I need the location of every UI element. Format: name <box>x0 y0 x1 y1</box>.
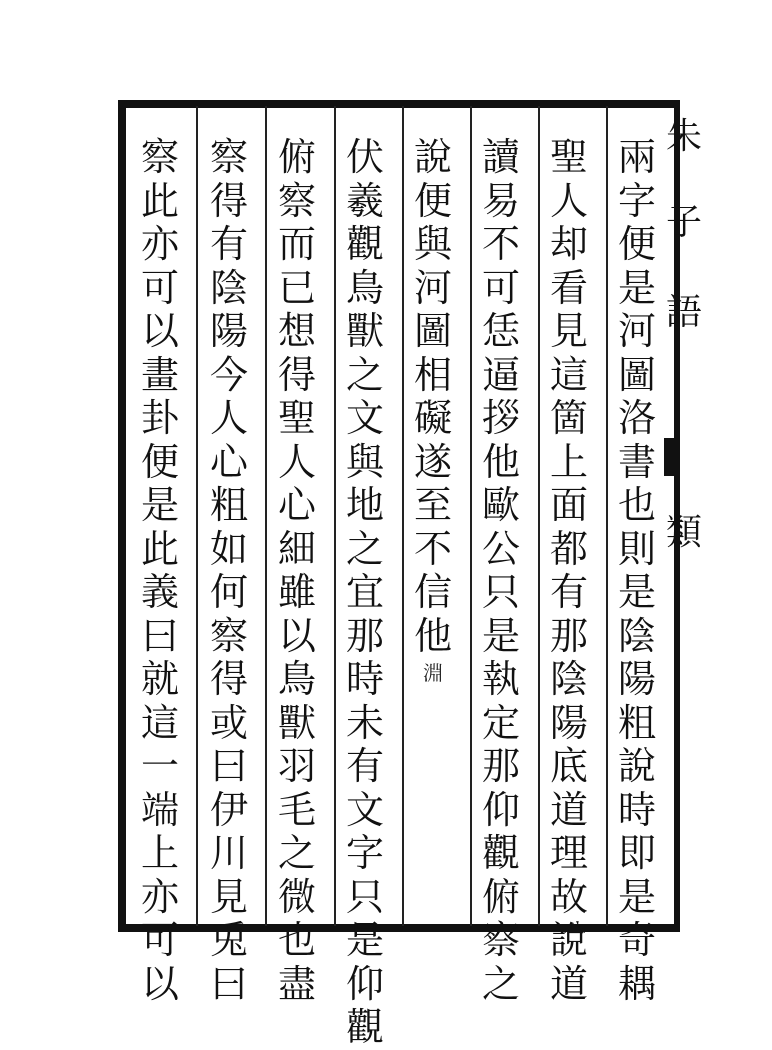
glyph: 耦 <box>617 961 656 1006</box>
column-text <box>141 136 179 1006</box>
glyph: 河 <box>413 265 452 310</box>
glyph: 逼 <box>481 352 520 397</box>
glyph: 以 <box>140 309 179 353</box>
glyph: 是 <box>617 265 656 310</box>
glyph: 心 <box>209 439 248 484</box>
glyph: 定 <box>481 700 520 745</box>
glyph: 人 <box>277 439 316 484</box>
glyph: 箇 <box>549 396 588 440</box>
glyph: 說 <box>549 918 588 962</box>
glyph: 則 <box>617 526 656 571</box>
column-text <box>550 136 588 1006</box>
glyph: 而 <box>277 222 316 266</box>
glyph: 得 <box>209 178 248 223</box>
glyph: 只 <box>481 570 520 614</box>
glyph: 卦 <box>140 396 179 440</box>
glyph: 上 <box>549 439 588 484</box>
glyph: 恁 <box>481 309 520 353</box>
glyph: 理 <box>549 831 588 875</box>
column-rule <box>265 106 267 926</box>
glyph: 亦 <box>140 222 179 266</box>
glyph: 不 <box>481 222 520 266</box>
glyph: 這 <box>140 700 179 745</box>
glyph: 伊 <box>209 787 248 832</box>
glyph: 也 <box>277 918 316 962</box>
glyph: 得 <box>277 352 316 397</box>
glyph: 兩 <box>617 135 656 179</box>
glyph: 曰 <box>209 961 248 1006</box>
glyph: 曰 <box>209 744 248 788</box>
glyph: 曰 <box>140 613 179 658</box>
glyph: 歐 <box>481 483 520 527</box>
glyph: 那 <box>345 613 384 658</box>
glyph: 盡 <box>277 961 316 1006</box>
column-rule <box>196 106 198 926</box>
frame-top-border <box>118 100 680 108</box>
glyph: 一 <box>140 744 179 788</box>
glyph: 俯 <box>481 874 520 919</box>
glyph: 之 <box>277 831 316 875</box>
glyph: 道 <box>549 961 588 1006</box>
text-column-5 <box>336 136 394 1050</box>
annotation-note: 淵 <box>422 661 443 685</box>
glyph: 細 <box>277 526 316 571</box>
glyph: 那 <box>481 744 520 788</box>
glyph: 見 <box>549 309 588 353</box>
glyph: 他 <box>413 613 452 658</box>
glyph: 兎 <box>209 918 248 962</box>
glyph: 察 <box>209 613 248 658</box>
glyph: 察 <box>481 918 520 962</box>
glyph: 今 <box>209 352 248 397</box>
glyph: 何 <box>209 570 248 614</box>
glyph: 已 <box>277 265 316 310</box>
glyph: 以 <box>277 613 316 658</box>
glyph: 雖 <box>277 570 316 614</box>
glyph: 羲 <box>345 178 384 223</box>
glyph: 圖 <box>617 352 656 397</box>
glyph: 畫 <box>140 352 179 397</box>
glyph: 時 <box>617 787 656 832</box>
margin-glyph: 子 <box>666 202 702 243</box>
glyph: 鳥 <box>277 657 316 701</box>
glyph: 執 <box>481 657 520 701</box>
glyph: 之 <box>345 352 384 397</box>
glyph: 不 <box>413 526 452 571</box>
glyph: 是 <box>345 918 384 962</box>
text-column-7 <box>200 136 258 1006</box>
glyph: 有 <box>549 570 588 614</box>
glyph: 羽 <box>277 744 316 788</box>
glyph: 遂 <box>413 439 452 484</box>
column-text <box>210 136 248 1006</box>
glyph: 宜 <box>345 570 384 614</box>
column-text <box>414 136 452 684</box>
glyph: 陰 <box>549 657 588 701</box>
margin-fishtail-mark <box>664 438 678 476</box>
glyph: 微 <box>277 874 316 919</box>
glyph: 得 <box>209 657 248 701</box>
glyph: 便 <box>140 439 179 484</box>
glyph: 可 <box>481 265 520 310</box>
glyph: 之 <box>345 526 384 571</box>
glyph: 說 <box>617 744 656 788</box>
glyph: 道 <box>549 787 588 832</box>
glyph: 粗 <box>209 483 248 527</box>
glyph: 有 <box>345 744 384 788</box>
glyph: 底 <box>549 744 588 788</box>
glyph: 信 <box>413 570 452 614</box>
text-column-6 <box>268 136 326 1006</box>
glyph: 只 <box>345 874 384 919</box>
glyph: 拶 <box>481 396 520 440</box>
glyph: 即 <box>617 831 656 875</box>
glyph: 也 <box>617 483 656 527</box>
glyph: 端 <box>140 787 179 832</box>
glyph: 陰 <box>617 613 656 658</box>
glyph: 地 <box>345 483 384 527</box>
glyph: 陽 <box>209 309 248 353</box>
glyph: 是 <box>481 613 520 658</box>
text-column-8 <box>131 136 189 1006</box>
glyph: 就 <box>140 657 179 701</box>
text-column-1 <box>608 136 666 1006</box>
glyph: 仰 <box>345 961 384 1006</box>
glyph: 礙 <box>413 396 452 440</box>
glyph: 亦 <box>140 874 179 919</box>
text-column-2 <box>540 136 598 1006</box>
glyph: 觀 <box>345 1005 384 1049</box>
glyph: 未 <box>345 700 384 745</box>
glyph: 察 <box>209 135 248 179</box>
glyph: 字 <box>617 178 656 223</box>
fold-margin <box>662 104 702 574</box>
glyph: 此 <box>140 526 179 571</box>
glyph: 這 <box>549 352 588 397</box>
glyph: 有 <box>209 222 248 266</box>
glyph: 可 <box>140 918 179 962</box>
glyph: 俯 <box>277 135 316 179</box>
glyph: 察 <box>277 178 316 223</box>
glyph: 面 <box>549 483 588 527</box>
glyph: 粗 <box>617 700 656 745</box>
glyph: 却 <box>549 222 588 266</box>
column-text <box>618 136 656 1006</box>
margin-glyph: 類 <box>666 512 702 553</box>
glyph: 公 <box>481 526 520 571</box>
glyph: 便 <box>617 222 656 266</box>
glyph: 陽 <box>617 657 656 701</box>
frame-left-border <box>118 100 126 932</box>
glyph: 說 <box>413 135 452 179</box>
glyph: 之 <box>481 961 520 1006</box>
text-column-3 <box>472 136 530 1006</box>
glyph: 人 <box>549 178 588 223</box>
glyph: 圖 <box>413 309 452 353</box>
glyph: 河 <box>617 309 656 353</box>
glyph: 如 <box>209 526 248 571</box>
glyph: 時 <box>345 657 384 701</box>
glyph: 是 <box>140 483 179 527</box>
glyph: 書 <box>617 439 656 484</box>
glyph: 看 <box>549 265 588 310</box>
glyph: 他 <box>481 439 520 484</box>
glyph: 鳥 <box>345 265 384 310</box>
glyph: 以 <box>140 961 179 1006</box>
column-text <box>482 136 520 1006</box>
glyph: 易 <box>481 178 520 223</box>
glyph: 故 <box>549 874 588 919</box>
glyph: 見 <box>209 874 248 919</box>
glyph: 聖 <box>277 396 316 440</box>
glyph: 都 <box>549 526 588 571</box>
glyph: 川 <box>209 831 248 875</box>
glyph: 是 <box>617 570 656 614</box>
glyph: 相 <box>413 352 452 397</box>
glyph: 奇 <box>617 918 656 962</box>
column-text <box>346 136 384 1050</box>
glyph: 是 <box>617 874 656 919</box>
glyph: 獸 <box>345 309 384 353</box>
glyph: 便 <box>413 178 452 223</box>
glyph: 觀 <box>481 831 520 875</box>
glyph: 文 <box>345 787 384 832</box>
glyph: 仰 <box>481 787 520 832</box>
glyph: 人 <box>209 396 248 440</box>
glyph: 伏 <box>345 135 384 179</box>
glyph: 讀 <box>481 135 520 179</box>
glyph: 聖 <box>549 135 588 179</box>
glyph: 此 <box>140 178 179 223</box>
glyph: 文 <box>345 396 384 440</box>
glyph: 毛 <box>277 787 316 832</box>
glyph: 洛 <box>617 396 656 440</box>
column-text <box>278 136 316 1006</box>
glyph: 與 <box>345 439 384 484</box>
glyph: 與 <box>413 222 452 266</box>
margin-glyph: 朱 <box>666 116 702 157</box>
text-column-4 <box>404 136 462 684</box>
margin-glyph: 語 <box>666 292 702 333</box>
glyph: 獸 <box>277 700 316 745</box>
glyph: 字 <box>345 831 384 875</box>
glyph: 至 <box>413 483 452 527</box>
glyph: 心 <box>277 483 316 527</box>
glyph: 可 <box>140 265 179 310</box>
glyph: 陰 <box>209 265 248 310</box>
glyph: 觀 <box>345 222 384 266</box>
glyph: 上 <box>140 831 179 875</box>
glyph: 義 <box>140 570 179 614</box>
glyph: 陽 <box>549 700 588 745</box>
glyph: 想 <box>277 309 316 353</box>
glyph: 或 <box>209 700 248 745</box>
glyph: 察 <box>140 135 179 179</box>
glyph: 那 <box>549 613 588 658</box>
